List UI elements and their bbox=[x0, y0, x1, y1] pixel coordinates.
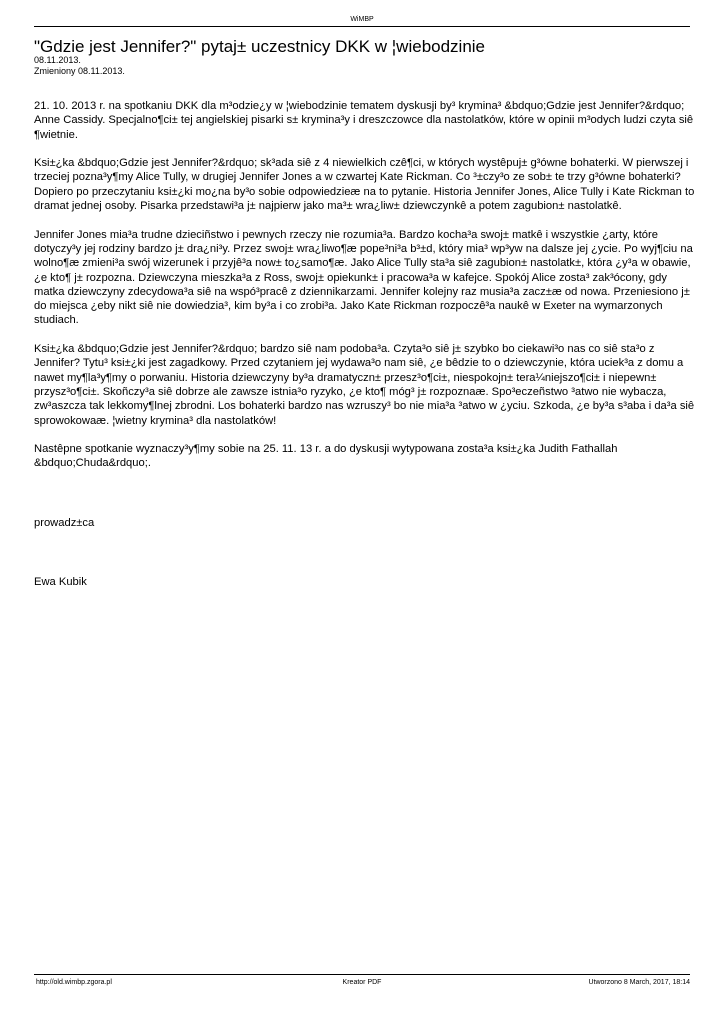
page-footer bbox=[34, 974, 690, 989]
paragraph-2: Ksi±¿ka &bdquo;Gdzie jest Jennifer?&rdquo; sk³ada siê z 4 niewielkich czê¶ci, w których wystêpuj± g³ówne bohaterki. W pierwszej i trzeciej pozna³y¶my Alice Tully, w drugiej Jennifer Jones a w czwartej Kate Rickman. Co ³±czy³o ze sob± te trzy g³ówne bohaterki? Dopiero po przeczytaniu ksi±¿ki mo¿na by³o sobie odpowiedzieæ na to pytanie. Historia Jennifer Jones, Alice Tully i Kate Rickman to dramat jednej osoby. Pisarka przedstawi³a j± najpierw jako ma³± wra¿liw± dziewczynkê a potem zagubion± nastolatkê. bbox=[34, 157, 695, 213]
created-date: 08.11.2013. bbox=[34, 55, 81, 65]
article-title: "Gdzie jest Jennifer?" pytaj± uczestnicy DKK w ¦wiebodzinie bbox=[34, 37, 486, 56]
paragraph-3: Jennifer Jones mia³a trudne dzieciñstwo i pewnych rzeczy nie rozumia³a. Bardzo kocha³a swoj± matkê i wszystkie ¿arty, które dotyczy³y jej rodziny bardzo j± dra¿ni³y. Przez swoj± wra¿liwo¶æ pope³ni³a b³±d, który mia³ wp³yw na dalsze jej ¿ycie. Po wyj¶ciu na wolno¶æ zmieni³a swój wizerunek i przyjê³a now± to¿samo¶æ. Jako Alice Tully sta³a siê zagubion± nastolatk±, która ¿y³a w obawie, ¿e kto¶ j± rozpozna. Dziewczyna mieszka³a z Ross, swoj± opiekunk± i pracowa³a w kafejce. Spokój Alice zosta³ zak³ócony, gdy matka dziewczyny zdecydowa³a siê na wspó³pracê z dziennikarzami. Jennifer kolejny raz musia³a zacz±æ od nowa. Przeniesiono j± do miejsca ¿eby nikt siê nie dowiedzia³, kim by³a i co zrobi³a. Jako Kate Rickman rozpoczê³a naukê w Exeter na wymarzonych studiach. bbox=[34, 228, 693, 327]
article-body bbox=[34, 99, 698, 589]
author-name: Ewa Kubik bbox=[34, 576, 87, 589]
modified-date: Zmieniony 08.11.2013. bbox=[34, 66, 125, 76]
footer-created: Utworzono 8 March, 2017, 18:14 bbox=[588, 979, 690, 986]
paragraph-1: 21. 10. 2013 r. na spotkaniu DKK dla m³odzie¿y w ¦wiebodzinie tematem dyskusji by³ krymina³ &bdquo;Gdzie jest Jennifer?&rdquo; Anne Cassidy. Specjalno¶ci± tej angielskiej pisarki s± krymina³y i dreszczowce dla nastolatków, które w opinii m³odych ludzi czyta siê ¶wietnie. bbox=[34, 100, 694, 141]
page-header bbox=[34, 0, 690, 27]
footer-tool: Kreator PDF bbox=[342, 979, 382, 986]
paragraph-4: Ksi±¿ka &bdquo;Gdzie jest Jennifer?&rdquo; bardzo siê nam podoba³a. Czyta³o siê j± szybko bo ciekawi³o nas co siê sta³o z Jennifer? Tytu³ ksi±¿ki jest zagadkowy. Przed czytaniem jej wydawa³o nam siê, ¿e bêdzie to o dziewczynie, która uciek³a z domu a nawet my¶la³y¶my o porwaniu. Historia dziewczyny by³a dramatyczn± przesz³o¶ci±, niespokojn± tera¼niejszo¶ci± i niepewn± przysz³o¶ci±. Skoñczy³a siê dobrze ale zawsze istnia³o ryzyko, ¿e kto¶ móg³ j± rozpoznaæ. Spo³eczeñstwo ³atwo nie wybacza, zw³aszcza tak lekkomy¶lnej zbrodni. Los bohaterki bardzo nas wzruszy³ bo nie mia³a ³atwo w ¿yciu. Szkoda, ¿e by³a s³aba i da³a siê sprowokowaæ. ¦wietny krymina³ dla nastolatków! bbox=[34, 343, 695, 427]
site-name: WiMBP bbox=[350, 16, 374, 23]
footer-url: http://old.wimbp.zgora.pl bbox=[36, 979, 112, 986]
role-label: prowadz±ca bbox=[34, 516, 95, 529]
paragraph-5: Nastêpne spotkanie wyznaczy³y¶my sobie na 25. 11. 13 r. a do dyskusji wytypowana zosta³a ksi±¿ka Judith Fathallah &bdquo;Chuda&rdquo;. bbox=[34, 443, 618, 470]
